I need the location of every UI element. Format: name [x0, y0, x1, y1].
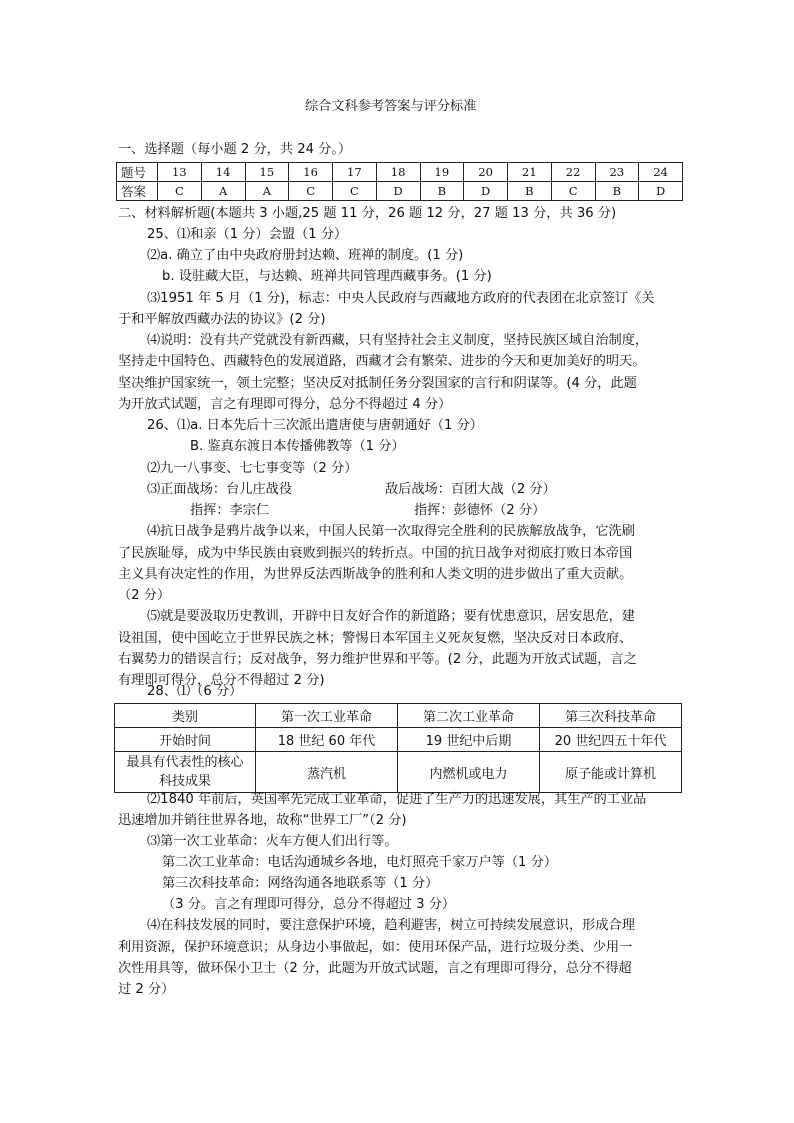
table-cell: 蒸汽机: [256, 752, 398, 793]
q26-line: 了民族耻辱，成为中华民族由衰败到振兴的转折点。中国的抗日战争对彻底打败日本帝国: [118, 546, 633, 561]
q25-line: ⑵a. 确立了由中央政府册封达赖、班禅的制度。(1 分): [147, 248, 464, 263]
row-label-answer: 答案: [117, 182, 158, 201]
q26-line: （2 分）: [118, 588, 171, 603]
answer-cell: D: [464, 182, 508, 201]
q25-line: 坚持走中国特色、西藏特色的发展道路，西藏才会有繁荣、进步的今天和更加美好的明天。: [118, 354, 646, 369]
question-number-cell: 13: [158, 163, 202, 182]
table-cell: 19 世纪中后期: [398, 728, 540, 752]
industrial-revolution-table: [114, 703, 682, 793]
page-title: 综合文科参考答案与评分标准: [305, 99, 477, 114]
question-number-cell: 19: [420, 163, 464, 182]
table-row: [115, 728, 682, 752]
table-cell: 20 世纪四五十年代: [540, 728, 682, 752]
q25-line: 于和平解放西藏办法的协议》(2 分): [118, 312, 326, 327]
q28-line: ⑶第一次工业革命：火车方便人们出行等。: [147, 834, 398, 849]
q26-line: ⑵九一八事变、七七事变等（2 分）: [147, 461, 358, 476]
table-cell: 开始时间: [115, 728, 256, 752]
table-header-cell: 类别: [115, 704, 256, 728]
q26-line: ⑷抗日战争是鸦片战争以来，中国人民第一次取得完全胜利的民族解放战争，它洗刷: [147, 524, 635, 539]
question-number-cell: 17: [333, 163, 377, 182]
answer-cell: D: [639, 182, 683, 201]
q28-line: ⑷在科技发展的同时，要注意保护环境，趋利避害，树立可持续发展意识，形成合理: [147, 918, 635, 933]
table-cell: 18 世纪 60 年代: [256, 728, 398, 752]
q26-line: 指挥：彭德怀（2 分）: [414, 503, 546, 518]
q25-line: 25、⑴和亲（1 分）会盟（1 分）: [147, 227, 348, 242]
table-row: [115, 752, 682, 793]
table-row: [117, 163, 683, 182]
q25-line: b. 设驻藏大臣，与达赖、班禅共同管理西藏事务。(1 分): [162, 269, 492, 284]
question-number-cell: 15: [245, 163, 289, 182]
answer-cell: A: [245, 182, 289, 201]
table-header-cell: 第一次工业革命: [256, 704, 398, 728]
q26-line: 右翼势力的错误言行；反对战争，努力维护世界和平等。(2 分，此题为开放式试题，言之: [118, 652, 637, 667]
answer-cell: D: [376, 182, 420, 201]
q28-line: 次性用具等，做环保小卫士（2 分，此题为开放式试题，言之有理即可得分，总分不得超: [118, 961, 632, 976]
table-header-cell: 第二次工业革命: [398, 704, 540, 728]
q28-line: 迅速增加并销往世界各地，故称“世界工厂”（2 分): [118, 813, 407, 828]
answer-cell: C: [158, 182, 202, 201]
section1-heading: 一、选择题（每小题 2 分，共 24 分。）: [118, 142, 352, 157]
question-number-cell: 18: [376, 163, 420, 182]
answer-cell: B: [420, 182, 464, 201]
question-number-cell: 21: [508, 163, 552, 182]
answer-table: [116, 162, 683, 201]
q26-line: 26、⑴a. 日本先后十三次派出遣唐使与唐朝通好（1 分）: [147, 418, 483, 433]
table-cell: 内燃机或电力: [398, 752, 540, 793]
table-cell: 原子能或计算机: [540, 752, 682, 793]
q26-line: B. 鉴真东渡日本传播佛教等（1 分）: [190, 439, 405, 454]
answer-cell: C: [551, 182, 595, 201]
answer-cell: B: [595, 182, 639, 201]
q28-line: 第三次科技革命：网络沟通各地联系等（1 分）: [162, 876, 439, 891]
q26-line: 设祖国，使中国屹立于世界民族之林；警惕日本军国主义死灰复燃，坚决反对日本政府、: [118, 631, 633, 646]
answer-cell: A: [201, 182, 245, 201]
q26-line: 敌后战场：百团大战（2 分）: [385, 482, 556, 497]
q28-line: 利用资源，保护环境意识；从身边小事做起，如：使用环保产品，进行垃圾分类、少用一: [118, 940, 633, 955]
answer-cell: C: [289, 182, 333, 201]
q25-line: 坚决维护国家统一，领土完整；坚决反对抵制任务分裂国家的言行和阴谋等。(4 分，此题: [118, 376, 637, 391]
table-header-cell: 第三次科技革命: [540, 704, 682, 728]
table-row: [117, 182, 683, 201]
question-number-cell: 20: [464, 163, 508, 182]
table-cell-line: 最具有代表性的核心: [126, 755, 244, 770]
q26-line: ⑶正面战场：台儿庄战役: [147, 482, 293, 497]
q28-line: 第二次工业革命：电话沟通城乡各地，电灯照亮千家万户等（1 分）: [162, 855, 558, 870]
question-number-cell: 16: [289, 163, 333, 182]
row-label-number: 题号: [117, 163, 158, 182]
table-row: [115, 704, 682, 728]
question-number-cell: 22: [551, 163, 595, 182]
q25-line: ⑶1951 年 5 月（1 分)，标志：中央人民政府与西藏地方政府的代表团在北京签订《关: [147, 291, 655, 306]
table-cell-line: 科技成果: [158, 774, 211, 789]
table-cell: [115, 752, 256, 793]
answer-cell: C: [333, 182, 377, 201]
question-number-cell: 23: [595, 163, 639, 182]
q28-line: 过 2 分）: [118, 982, 175, 997]
question-number-cell: 14: [201, 163, 245, 182]
question-number-cell: 24: [639, 163, 683, 182]
q28-line: ⑵1840 年前后，英国率先完成工业革命，促进了生产力的迅速发展，其生产的工业品: [147, 792, 647, 807]
q28-line: 28、⑴（6 分）: [147, 684, 243, 699]
q26-line: ⑸就是要汲取历史教训，开辟中日友好合作的新道路；要有忧患意识，居安思危，建: [147, 609, 635, 624]
section2-heading: 二、材料解析题(本题共 3 小题,25 题 11 分，26 题 12 分，27 题 13 分，共 36 分): [118, 206, 617, 221]
q25-line: ⑷说明：没有共产党就没有新西藏，只有坚持社会主义制度，坚持民族区域自治制度，: [147, 333, 649, 348]
q26-line: 指挥：李宗仁: [190, 503, 270, 518]
q28-line: （3 分。言之有理即可得分，总分不得超过 3 分）: [162, 897, 456, 912]
q25-line: 为开放式试题，言之有理即可得分，总分不得超过 4 分）: [118, 397, 452, 412]
q26-line: 有理即可得分，总分不得超过 2 分): [118, 673, 325, 688]
q26-line: 主义具有决定性的作用，为世界反法西斯战争的胜利和人类文明的进步做出了重大贡献。: [118, 567, 633, 582]
answer-cell: B: [508, 182, 552, 201]
